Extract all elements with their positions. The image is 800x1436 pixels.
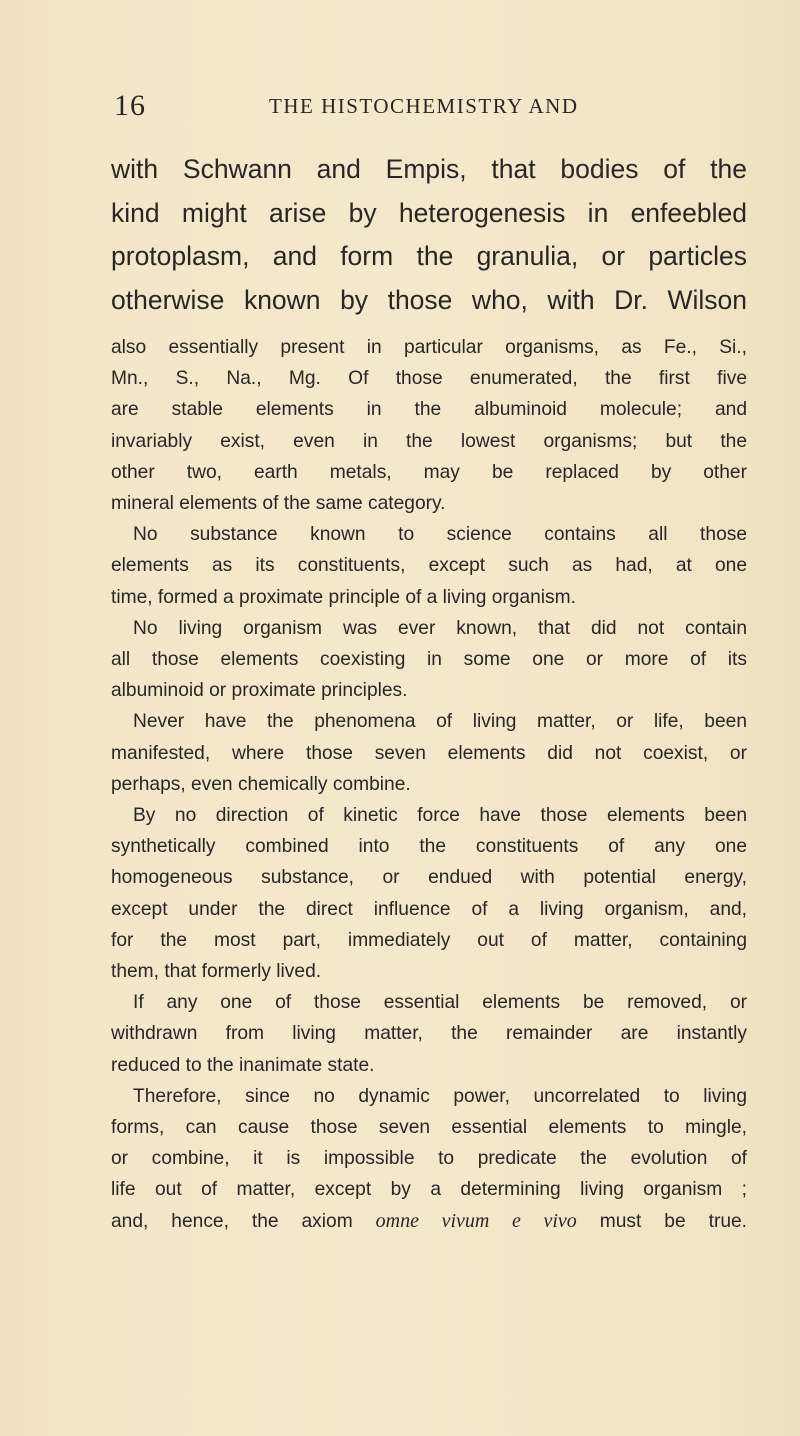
text-run: and, hence, the axiom — [111, 1210, 376, 1232]
text-line-final — [111, 1206, 747, 1237]
text-line: withdrawn from living matter, the remainder are instantly — [111, 1023, 747, 1045]
text-line: Never have the phenomena of living matter, or life, been — [133, 711, 747, 733]
text-line: also essentially present in particular organisms, as Fe., Si., — [111, 337, 747, 358]
text-line: with Schwann and Empis, that bodies of the — [111, 154, 747, 184]
paragraph — [111, 800, 747, 987]
text-line: homogeneous substance, or endued with potential energy, — [111, 867, 747, 889]
text-line: No living organism was ever known, that did not contain — [133, 617, 747, 639]
page-header — [114, 88, 594, 124]
text-line: By no direction of kinetic force have those elements been — [133, 805, 747, 827]
body-text — [111, 332, 747, 1237]
text-line: all those elements coexisting in some one or more of its — [111, 649, 747, 671]
text-line: No substance known to science contains all those — [133, 524, 747, 546]
text-line: protoplasm, and form the granulia, or particles — [111, 241, 747, 271]
text-line: If any one of those essential elements be removed, or — [133, 992, 747, 1014]
latin-axiom: omne vivum e vivo — [375, 1209, 577, 1232]
text-line: time, formed a proximate principle of a living organism. — [111, 586, 576, 608]
text-run: must be true. — [576, 1210, 747, 1232]
text-line: otherwise known by those who, with Dr. Wilson — [111, 284, 747, 315]
continued-paragraph-large — [111, 148, 747, 322]
paragraph — [111, 987, 747, 1081]
text-line: reduced to the inanimate state. — [111, 1054, 375, 1076]
text-line: mineral elements of the same category. — [111, 493, 446, 515]
text-line: invariably exist, even in the lowest organisms; but the — [111, 430, 747, 452]
text-line: kind might arise by heterogenesis in enfeebled — [111, 197, 747, 228]
page-number: 16 — [114, 89, 146, 122]
text-line: are stable elements in the albuminoid molecule; and — [111, 399, 747, 421]
paragraph — [111, 1081, 747, 1237]
text-line: life out of matter, except by a determining living organism ; — [111, 1179, 747, 1201]
text-line: other two, earth metals, may be replaced by other — [111, 461, 747, 483]
running-head: THE HISTOCHEMISTRY AND — [269, 93, 579, 118]
paragraph — [111, 706, 747, 800]
text-line: albuminoid or proximate principles. — [111, 680, 408, 702]
text-line: them, that formerly lived. — [111, 961, 322, 983]
text-line: for the most part, immediately out of matter, containing — [111, 929, 747, 951]
text-line: synthetically combined into the constituents of any one — [111, 836, 747, 858]
text-line: perhaps, even chemically combine. — [111, 773, 411, 795]
text-line: Therefore, since no dynamic power, uncorrelated to living — [133, 1085, 747, 1107]
paragraph — [111, 332, 747, 519]
text-line: Mn., S., Na., Mg. Of those enumerated, the first five — [111, 368, 747, 390]
text-line: or combine, it is impossible to predicate the evolution of — [111, 1148, 747, 1170]
paragraph — [111, 519, 747, 613]
text-line: elements as its constituents, except such as had, at one — [111, 555, 747, 577]
text-line: except under the direct influence of a living organism, and, — [111, 898, 747, 920]
text-line: forms, can cause those seven essential elements to mingle, — [111, 1117, 747, 1139]
paragraph — [111, 613, 747, 707]
text-line: manifested, where those seven elements did not coexist, or — [111, 742, 747, 764]
